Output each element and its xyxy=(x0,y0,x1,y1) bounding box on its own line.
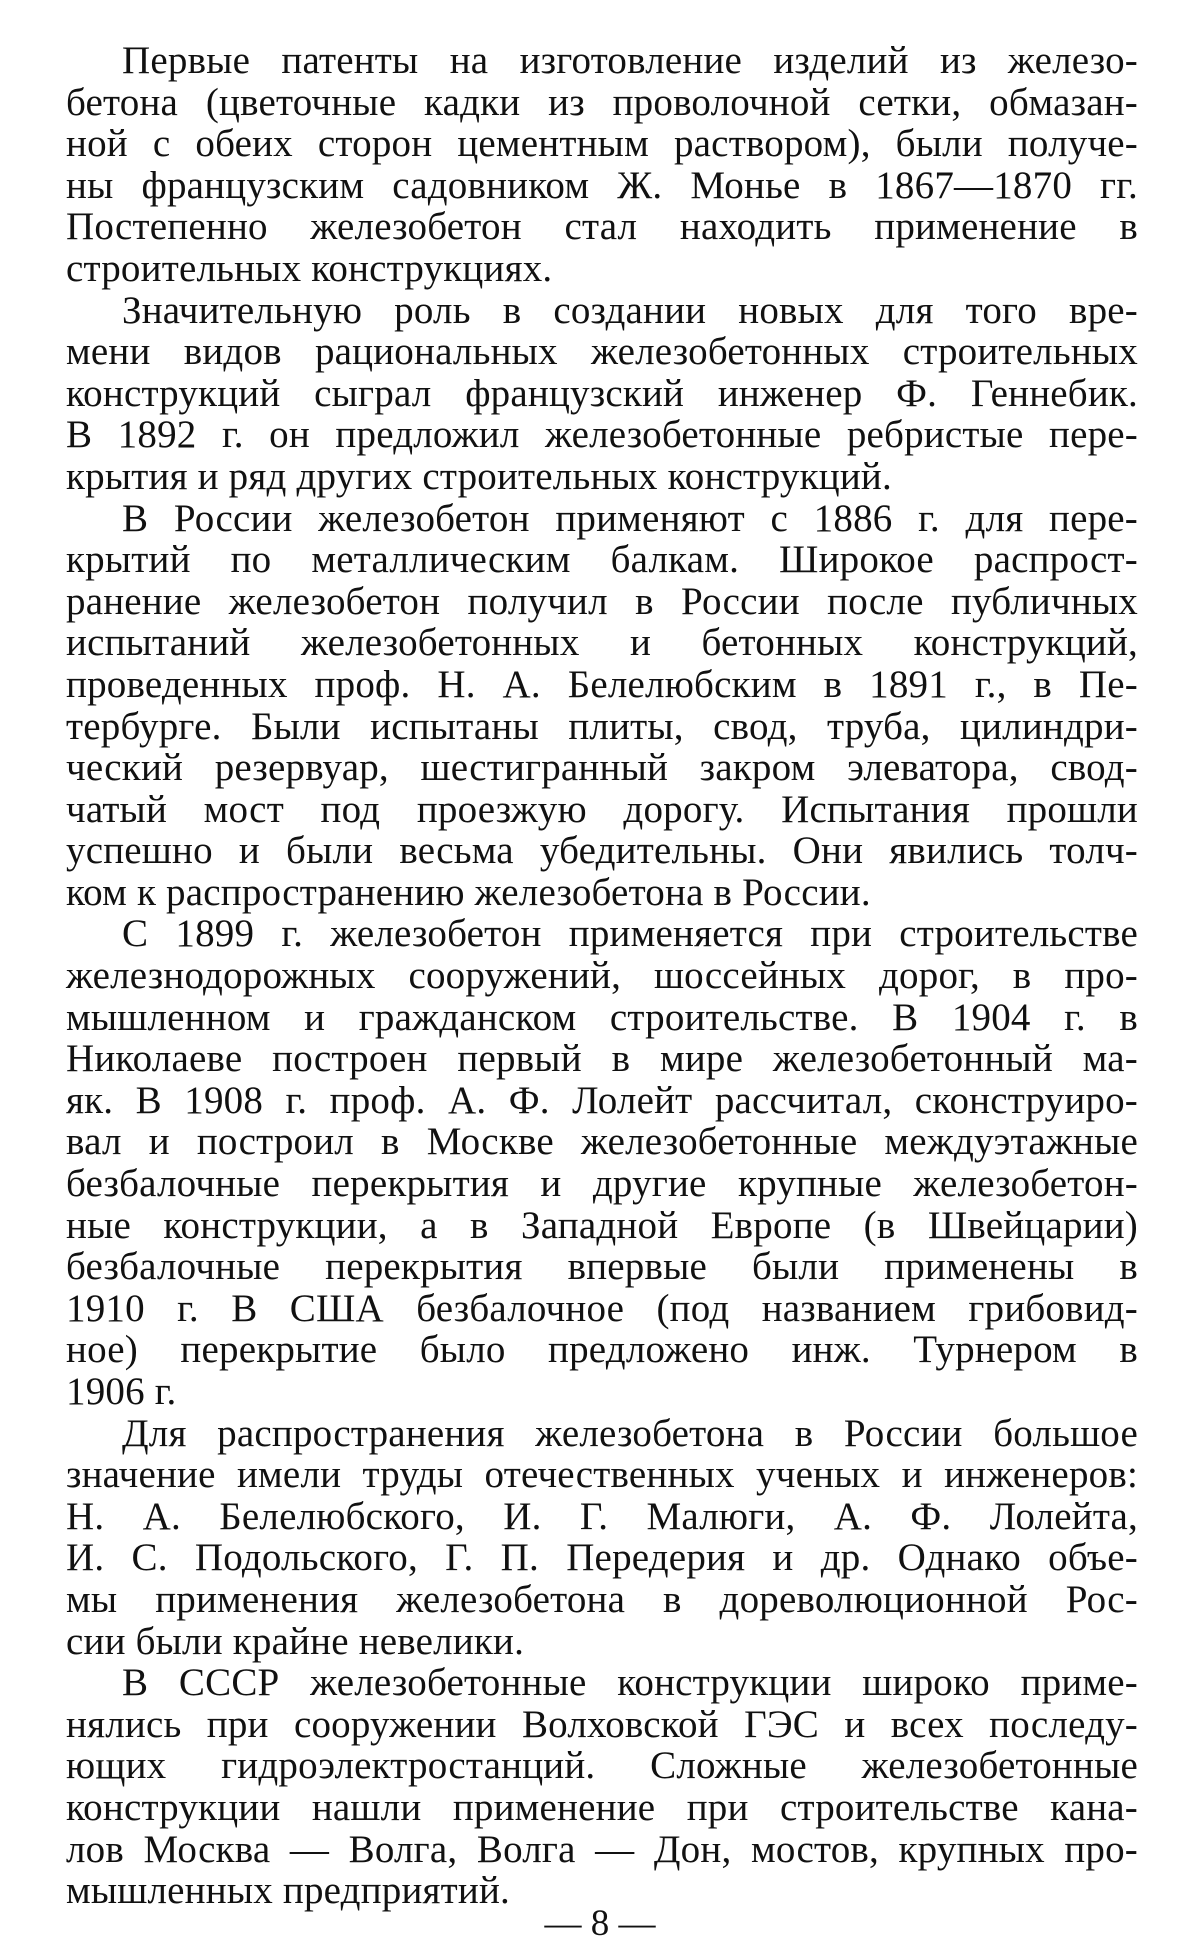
text-line: С 1899 г. железобетон применяется при строительстве xyxy=(122,912,1138,956)
text-line: испытаний железобетонных и бетонных конструкций, xyxy=(66,621,1138,665)
paragraph-1899 xyxy=(66,913,1138,1412)
text-line: И. С. Подольского, Г. П. Передерия и др. Однако объе- xyxy=(66,1536,1138,1580)
text-line: тербурге. Были испытаны плиты, свод, труба, цилиндри- xyxy=(66,704,1138,748)
text-line: Для распространения железобетона в России большое xyxy=(122,1411,1138,1455)
page-body xyxy=(66,40,1138,1912)
text-line: ной с обеих сторон цементным раствором), были получе- xyxy=(66,122,1138,166)
text-line: крытий по металлическим балкам. Широкое распрост- xyxy=(66,538,1138,582)
text-line: лов Москва — Волга, Волга — Дон, мостов, крупных про- xyxy=(66,1827,1138,1871)
text-line: як. В 1908 г. проф. А. Ф. Лолейт рассчитал, сконструиро- xyxy=(66,1078,1138,1122)
text-line: 1910 г. В США безбалочное (под названием грибовид- xyxy=(66,1286,1138,1330)
text-line: ющих гидроэлектростанций. Сложные железобетонные xyxy=(66,1744,1138,1788)
text-line: чатый мост под проезжую дорогу. Испытания прошли xyxy=(66,787,1138,831)
paragraph-hennebique xyxy=(66,290,1138,498)
text-line: железнодорожных сооружений, шоссейных дорог, в про- xyxy=(66,954,1138,998)
text-line: ческий резервуар, шестигранный закром элеватора, свод- xyxy=(66,746,1138,790)
text-line: значение имели труды отечественных ученых и инженеров: xyxy=(66,1453,1138,1497)
paragraph-patents xyxy=(66,40,1138,290)
text-line: В 1892 г. он предложил железобетонные ребристые пере- xyxy=(66,413,1138,457)
text-line: проведенных проф. Н. А. Белелюбским в 1891 г., в Пе- xyxy=(66,662,1138,706)
text-line: сии были крайне невелики. xyxy=(66,1619,525,1663)
text-line: Николаеве построен первый в мире железобетонный ма- xyxy=(66,1037,1138,1081)
text-line: ком к распространению железобетона в России. xyxy=(66,870,871,914)
text-line: ные конструкции, а в Западной Европе (в Швейцарии) xyxy=(66,1203,1138,1247)
text-line: бетона (цветочные кадки из проволочной сетки, обмазан- xyxy=(66,80,1138,124)
text-line: строительных конструкциях. xyxy=(66,246,553,290)
paragraph-russia-1886 xyxy=(66,498,1138,914)
text-line: мышленном и гражданском строительстве. В 1904 г. в xyxy=(66,995,1138,1039)
text-line: вал и построил в Москве железобетонные междуэтажные xyxy=(66,1120,1138,1164)
text-line: мышленных предприятий. xyxy=(66,1869,511,1913)
text-line: ранение железобетон получил в России после публичных xyxy=(66,579,1138,623)
text-line: 1906 г. xyxy=(66,1370,177,1413)
text-line: Постепенно железобетон стал находить применение в xyxy=(66,205,1138,249)
paragraph-scientists xyxy=(66,1413,1138,1663)
text-line: безбалочные перекрытия и другие крупные железобетон- xyxy=(66,1162,1138,1206)
text-line: ное) перекрытие было предложено инж. Турнером в xyxy=(66,1328,1138,1372)
text-line: Н. А. Белелюбского, И. Г. Малюги, А. Ф. Лолейта, xyxy=(66,1494,1138,1538)
text-line: В СССР железобетонные конструкции широко приме- xyxy=(122,1661,1138,1705)
text-line: Значительную роль в создании новых для того вре- xyxy=(122,288,1138,332)
text-line: крытия и ряд других строительных конструкций. xyxy=(66,454,892,498)
text-line: безбалочные перекрытия впервые были применены в xyxy=(66,1245,1138,1289)
page-number: — 8 — xyxy=(544,1903,656,1944)
text-line: Первые патенты на изготовление изделий из железо- xyxy=(122,39,1138,82)
paragraph-ussr xyxy=(66,1662,1138,1912)
text-line: конструкций сыграл французский инженер Ф. Геннебик. xyxy=(66,371,1138,415)
text-line: В России железобетон применяют с 1886 г. для пере- xyxy=(122,496,1138,540)
text-line: нялись при сооружении Волховской ГЭС и всех последу- xyxy=(66,1702,1138,1746)
text-line: успешно и были весьма убедительны. Они явились толч- xyxy=(66,829,1138,873)
text-line: конструкции нашли применение при строительстве кана- xyxy=(66,1785,1138,1829)
text-line: мени видов рациональных железобетонных строительных xyxy=(66,330,1138,374)
text-line: мы применения железобетона в дореволюционной Рос- xyxy=(66,1577,1138,1621)
text-line: ны французским садовником Ж. Монье в 1867—1870 гг. xyxy=(66,163,1138,207)
